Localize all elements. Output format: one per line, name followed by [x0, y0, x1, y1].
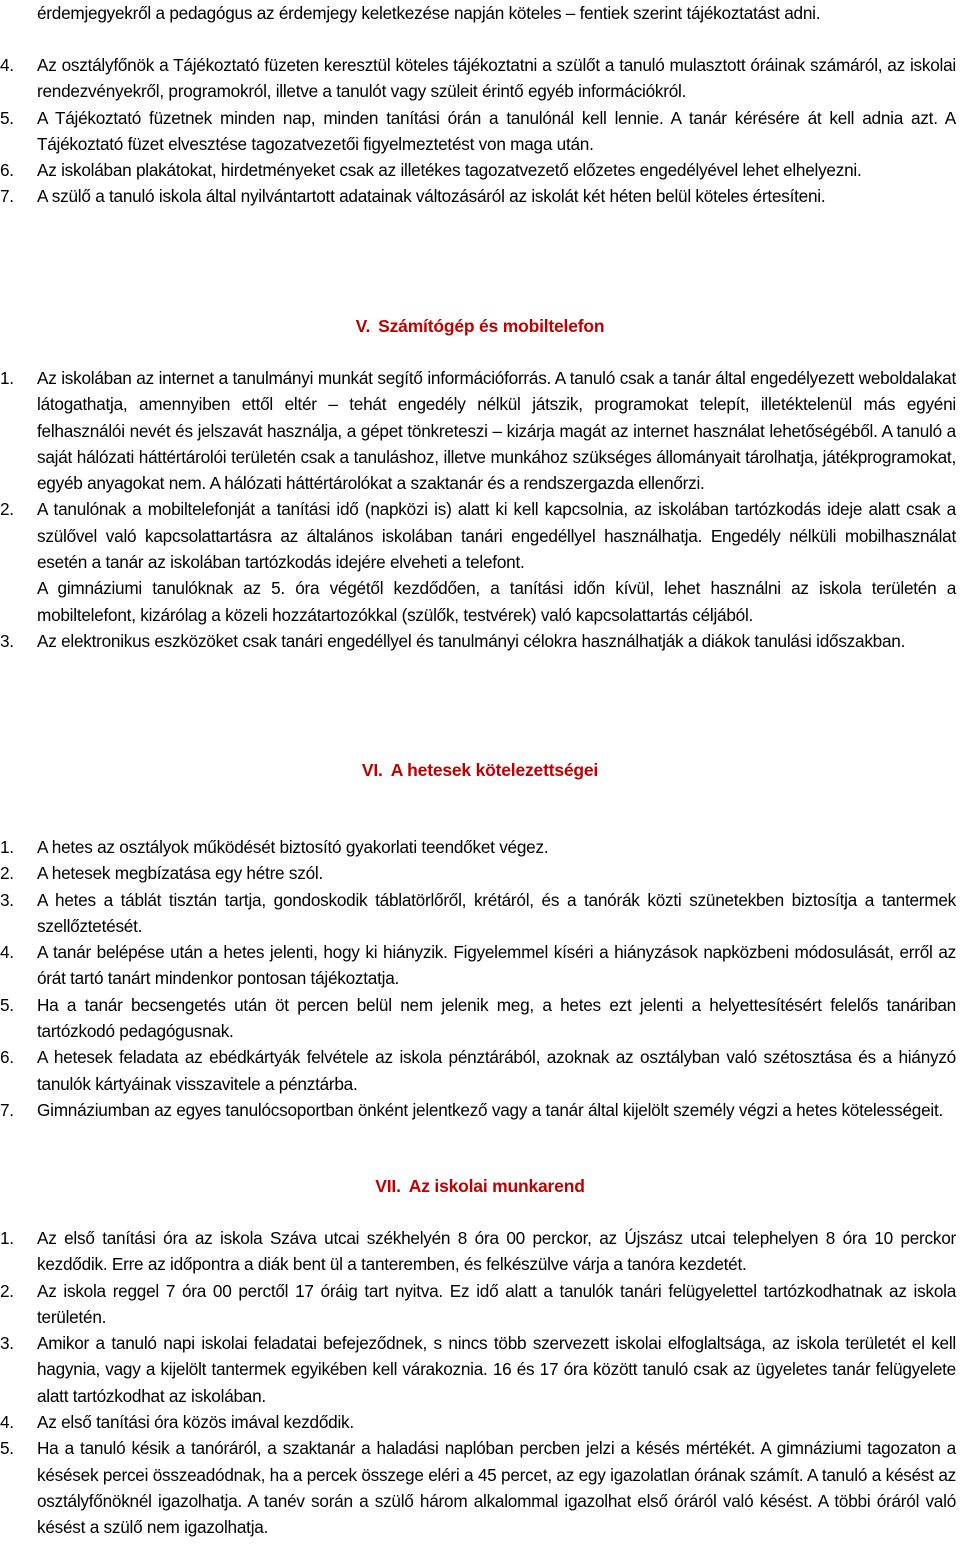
list-item-number: 1. — [0, 837, 14, 857]
list-item-text: Az iskolában az internet a tanulmányi munkát segítő információforrás. A tanuló csak a tanár által engedélyezett weboldalakat látogathatja, amennyiben ettől eltér – tehát engedély nélkül játszik, programokat telepít, illetéktelenül más egyéni felhasználói nevét és jelszavát használja, a gépet tönkreteszi – kizárja magát az internet használat lehetőségéből. A tanuló a saját hálózati háttértárolói területén csak a tanuláshoz, illetve munkához szükséges állományait tárolhatja, játékprogramokat, egyéb anyagokat nem. A hálózati háttértárolókat a szaktanár és a rendszergazda ellenőrzi. — [37, 368, 956, 494]
section-v-list — [0, 365, 960, 654]
list-item-text: Az első tanítási óra az iskola Száva utcai székhelyén 8 óra 00 perckor, az Újszász utcai telephelyen 8 óra 10 perckor kezdődik. Erre az időpontra a diák bent ül a tanteremben, és felkészülve várja a tanóra kezdetét. — [37, 1228, 956, 1275]
list-item-text: Ha a tanár becsengetés után öt percen belül nem jelenik meg, a hetes ezt jelenti a helyettesítésért felelős tanáriban tartózkodó pedagógusnak. — [37, 994, 956, 1042]
section-vii-list — [0, 1225, 960, 1541]
section-number: V. — [355, 316, 371, 336]
list-item — [0, 939, 960, 992]
list-item-text: A tanulónak a mobiltelefonját a tanítási idő (napközi is) alatt ki kell kapcsolnia, az iskolában tartózkodás ideje alatt csak a szülővel való kapcsolattartásra az általános iskolában tanári engedéllyel használhatja. Engedély nélküli mobilhasználat esetén a tanár az iskolában tartózkodás idejére elveheti a telefont. — [37, 499, 956, 573]
list-item — [0, 1409, 960, 1435]
list-item-number: 5. — [0, 994, 14, 1015]
list-item — [0, 365, 960, 496]
list-item-text: A hetes a táblát tisztán tartja, gondoskodik táblatörlőről, krétáról, és a tanórák közti szünetekben biztosítja a tantermek szellőztetését. — [37, 889, 956, 936]
list-item — [0, 992, 960, 1045]
section-number: VII. — [375, 1176, 401, 1196]
section-title: Az iskolai munkarend — [408, 1176, 585, 1196]
list-item-text: A hetes az osztályok működését biztosító gyakorlati teendőket végez. — [37, 837, 549, 857]
section-heading-vii — [0, 1173, 960, 1199]
list-item — [0, 496, 960, 575]
list-item-number: 3. — [0, 1333, 14, 1354]
list-item-text: A szülő a tanuló iskola által nyilvántartott adatainak változásáról az iskolát két héten belül köteles értesíteni. — [37, 186, 826, 207]
section-title: Számítógép és mobiltelefon — [378, 316, 605, 336]
section-heading-v — [0, 313, 960, 339]
list-item-text: Az iskolában plakátokat, hirdetményeket csak az illetékes tagozatvezető előzetes engedélyével lehet elhelyezni. — [37, 160, 862, 181]
list-item — [0, 628, 960, 654]
list-item-text: A tanár belépése után a hetes jelenti, hogy ki hiányzik. Figyelemmel kíséri a hiányzások napközbeni módosulását, erről az órát tartó tanárt mindenkor pontosan tájékoztatja. — [37, 942, 956, 989]
list-item-text: Az osztályfőnök a Tájékoztató füzeten keresztül köteles tájékoztatni a szülőt a tanuló mulasztott óráinak számáról, az iskolai rendezvényekről, programokról, illetve a tanulót vagy szüleit érintő egyéb információkról. — [37, 55, 956, 102]
list-item-number: 2. — [0, 863, 14, 884]
list-item-text: A hetesek feladata az ebédkártyák felvétele az iskola pénztárából, azoknak az osztályban való szétosztása és a hiányzó tanulók kártyáinak visszavitele a pénztárba. — [37, 1047, 956, 1094]
list-item — [0, 157, 960, 183]
list-item-number: 2. — [0, 1280, 14, 1301]
list-item-number: 4. — [0, 55, 14, 75]
list-item-text: A hetesek megbízatása egy hétre szól. — [37, 863, 323, 884]
list-item-number: 3. — [0, 889, 14, 910]
list-item — [0, 1044, 960, 1097]
section-iv-list — [0, 52, 960, 210]
intro-text: érdemjegyekről a pedagógus az érdemjegy keletkezése napján köteles – fentiek szerint tájékoztatást adni. — [37, 3, 821, 23]
section-title: A hetesek kötelezettségei — [390, 760, 599, 780]
section-number: VI. — [361, 760, 383, 780]
list-item-text: A Tájékoztató füzetnek minden nap, minden tanítási órán a tanulónál kell lennie. A tanár kérésére át kell adnia azt. A Tájékoztató füzet elvesztése tagozatvezetői figyelmeztetést von maga után. — [37, 107, 956, 154]
list-item-number: 7. — [0, 186, 14, 207]
intro-paragraph — [0, 0, 960, 26]
section-vi-list — [0, 834, 960, 1123]
list-item-number: 6. — [0, 160, 14, 181]
list-item — [0, 1435, 960, 1540]
list-item-number: 4. — [0, 1412, 14, 1433]
list-item-number: 1. — [0, 368, 14, 388]
list-item — [0, 1330, 960, 1409]
section-heading-vi — [0, 757, 960, 783]
list-item — [0, 887, 960, 940]
list-item — [0, 52, 960, 105]
list-item — [0, 183, 960, 209]
list-item-text: Ha a tanuló késik a tanóráról, a szaktanár a haladási naplóban percben jelzi a késés mértékét. A gimnáziumi tagozaton a késések percei összeadódnak, ha a percek összege eléri a 45 percet, az egy igazolatlan órának számít. A tanuló a késést az osztályfőnöknél igazolhatja. A tanév során a szülő három alkalommal igazolhat első óráról való késést. A többi óráról való késést a szülő nem igazolhatja. — [37, 1438, 956, 1538]
list-item-number: 5. — [0, 1438, 14, 1459]
list-item-text: Gimnáziumban az egyes tanulócsoportban önként jelentkező vagy a tanár által kijelölt személy végzi a hetes kötelességeit. — [37, 1099, 944, 1120]
list-item — [0, 1097, 960, 1123]
list-item-text: Az első tanítási óra közös imával kezdődik. — [37, 1412, 354, 1433]
list-item-number: 6. — [0, 1047, 14, 1068]
list-item-number: 4. — [0, 942, 14, 963]
list-item — [0, 575, 960, 628]
list-item — [0, 105, 960, 158]
list-item-number: 3. — [0, 630, 14, 651]
list-item — [0, 1225, 960, 1278]
list-item-text: Az iskola reggel 7 óra 00 perctől 17 óráig tart nyitva. Ez idő alatt a tanulók tanári felügyelettel tartózkodhatnak az iskola területén. — [37, 1280, 956, 1327]
list-item-number: 1. — [0, 1228, 14, 1248]
list-item — [0, 1278, 960, 1331]
list-item — [0, 834, 960, 860]
list-item-text: A gimnáziumi tanulóknak az 5. óra végétől kezdődően, a tanítási időn kívül, lehet használni az iskola területén a mobiltelefont, kizárólag a közeli hozzátartozókkal (szülők, testvérek) való kapcsolattartás céljából. — [37, 578, 956, 625]
list-item — [0, 860, 960, 886]
list-item-text: Amikor a tanuló napi iskolai feladatai befejeződnek, s nincs több szervezett iskolai elfoglaltsága, az iskola területét el kell hagynia, vagy a kijelölt tantermek egyikében kell várakoznia. 16 és 17 óra között tanuló csak az ügyeletes tanár felügyelete alatt tartózkodhat az iskolában. — [37, 1333, 956, 1406]
list-item-number: 7. — [0, 1099, 14, 1120]
list-item-number: 5. — [0, 107, 14, 128]
list-item-number: 2. — [0, 499, 14, 520]
list-item-text: Az elektronikus eszközöket csak tanári engedéllyel és tanulmányi célokra használhatják a diákok tanulási időszakban. — [37, 630, 906, 651]
